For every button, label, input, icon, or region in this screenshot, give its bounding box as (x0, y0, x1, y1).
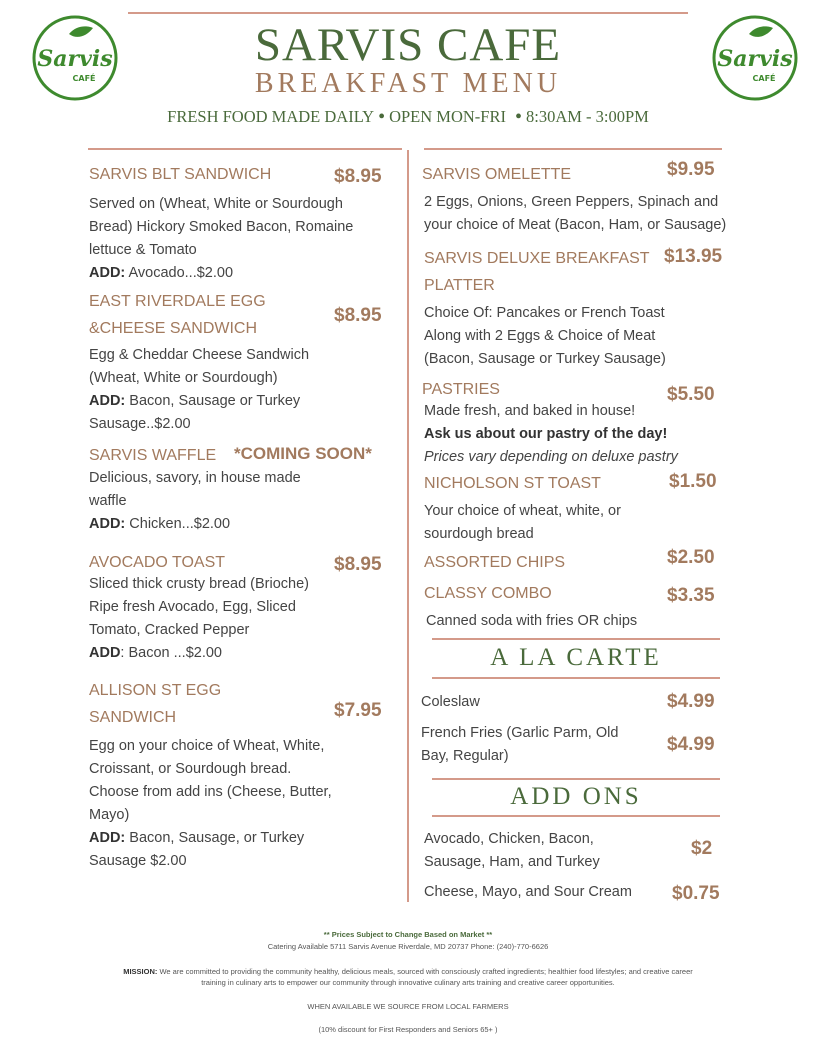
item-desc-toast: Your choice of wheat, white, or sourdough bread (424, 503, 621, 542)
addons-heading: ADD ONS (510, 783, 642, 810)
svg-text:CAFÉ: CAFÉ (72, 74, 96, 83)
right-header-rule (424, 148, 722, 150)
item-price-coleslaw: $4.99 (667, 691, 715, 712)
menu-subtitle: BREAKFAST MENU (254, 68, 562, 99)
item-name-toast: NICHOLSON ST TOAST (424, 475, 601, 492)
addons-bottom-rule (432, 815, 720, 817)
item-name-allison: ALLISON ST EGG SANDWICH (89, 682, 222, 726)
local-farmers-note: WHEN AVAILABLE WE SOURCE FROM LOCAL FARMERS (307, 1002, 509, 1011)
addon-price-condiments: $0.75 (672, 883, 720, 904)
addon-item-condiments: Cheese, Mayo, and Sour Cream (424, 884, 632, 900)
svg-text:Sarvis: Sarvis (717, 46, 793, 72)
item-name-waffle: SARVIS WAFFLE (89, 447, 217, 464)
item-price-riverdale: $8.95 (334, 305, 382, 326)
item-desc-riverdale: Egg & Cheddar Cheese Sandwich (Wheat, White or Sourdough) ADD: Bacon, Sausage or Turkey Sausage..$2.00 (89, 347, 310, 432)
item-desc-allison: Egg on your choice of Wheat, White, Croissant, or Sourdough bread. Choose from add ins (Cheese, Butter, Mayo) ADD: Bacon, Sausage, or Turkey Sausage $2.00 (89, 738, 332, 869)
left-header-rule (88, 148, 402, 150)
tagline: FRESH FOOD MADE DAILY • OPEN MON-FRI • 8:30AM - 3:00PM (167, 106, 649, 128)
item-desc-avocado: Sliced thick crusty bread (Brioche) Ripe fresh Avocado, Egg, Sliced Tomato, Cracked Pepper ADD: Bacon ...$2.00 (89, 576, 309, 661)
item-price-omelette: $9.95 (667, 159, 715, 180)
item-price-pastries: $5.50 (667, 384, 715, 405)
item-price-toast: $1.50 (669, 471, 717, 492)
item-name-fries: French Fries (Garlic Parm, Old Bay, Regular) (421, 725, 619, 764)
item-name-blt: SARVIS BLT SANDWICH (89, 166, 272, 183)
item-name-riverdale: EAST RIVERDALE EGG &CHEESE SANDWICH (89, 293, 266, 337)
mission-statement: MISSION: We are committed to providing the community healthy, delicious meals, sourced with consciously crafted ingredients; healthier food lifestyles; and creative career training in culinary arts to empower our community through innovative culinary arts training and creative career opportunities. (123, 967, 693, 987)
addon-price-proteins: $2 (691, 838, 713, 859)
alacarte-top-rule (432, 638, 720, 640)
item-price-allison: $7.95 (334, 700, 382, 721)
cafe-title: SARVIS CAFE (254, 19, 562, 71)
item-desc-blt: Served on (Wheat, White or Sourdough Bread) Hickory Smoked Bacon, Romaine lettuce & Tomato ADD: Avocado...$2.00 (89, 196, 354, 281)
item-desc-combo: Canned soda with fries OR chips (426, 613, 638, 629)
column-divider (407, 150, 409, 902)
price-note: ** Prices Subject to Change Based on Market ** (323, 930, 493, 939)
item-desc-omelette: 2 Eggs, Onions, Green Peppers, Spinach and your choice of Meat (Bacon, Ham, or Sausage) (424, 194, 727, 233)
item-name-chips: ASSORTED CHIPS (424, 554, 566, 571)
item-name-combo: CLASSY COMBO (424, 585, 552, 602)
item-name-pastries: PASTRIES (422, 381, 500, 398)
item-desc-platter: Choice Of: Pancakes or French Toast Along with 2 Eggs & Choice of Meat (Bacon, Sausage or Turkey Sausage) (424, 305, 666, 367)
svg-text:Sarvis: Sarvis (37, 46, 113, 72)
discount-note: (10% discount for First Responders and Seniors 65+ ) (318, 1025, 498, 1034)
item-price-platter: $13.95 (664, 246, 723, 267)
item-name-platter: SARVIS DELUXE BREAKFAST PLATTER (424, 250, 650, 294)
catering-info: Catering Available 5711 Sarvis Avenue Riverdale, MD 20737 Phone: (240)-770-6626 (267, 942, 549, 951)
item-name-omelette: SARVIS OMELETTE (422, 166, 572, 183)
item-price-chips: $2.50 (667, 547, 715, 568)
item-name-coleslaw: Coleslaw (421, 694, 480, 710)
alacarte-heading: A LA CARTE (490, 644, 662, 671)
coming-soon-badge: *COMING SOON* (234, 444, 372, 463)
item-price-avocado: $8.95 (334, 554, 382, 575)
item-price-blt: $8.95 (334, 166, 382, 187)
addons-top-rule (432, 778, 720, 780)
item-price-fries: $4.99 (667, 734, 715, 755)
top-rule (128, 12, 688, 14)
addon-item-proteins: Avocado, Chicken, Bacon, Sausage, Ham, and Turkey (424, 831, 600, 870)
item-name-avocado: AVOCADO TOAST (89, 554, 226, 571)
alacarte-bottom-rule (432, 677, 720, 679)
item-desc-waffle: Delicious, savory, in house made waffle ADD: Chicken...$2.00 (89, 470, 301, 532)
item-desc-pastries: Made fresh, and baked in house! Ask us about our pastry of the day! Prices vary depending on deluxe pastry (424, 403, 678, 465)
item-price-combo: $3.35 (667, 585, 715, 606)
svg-text:CAFÉ: CAFÉ (752, 74, 776, 83)
